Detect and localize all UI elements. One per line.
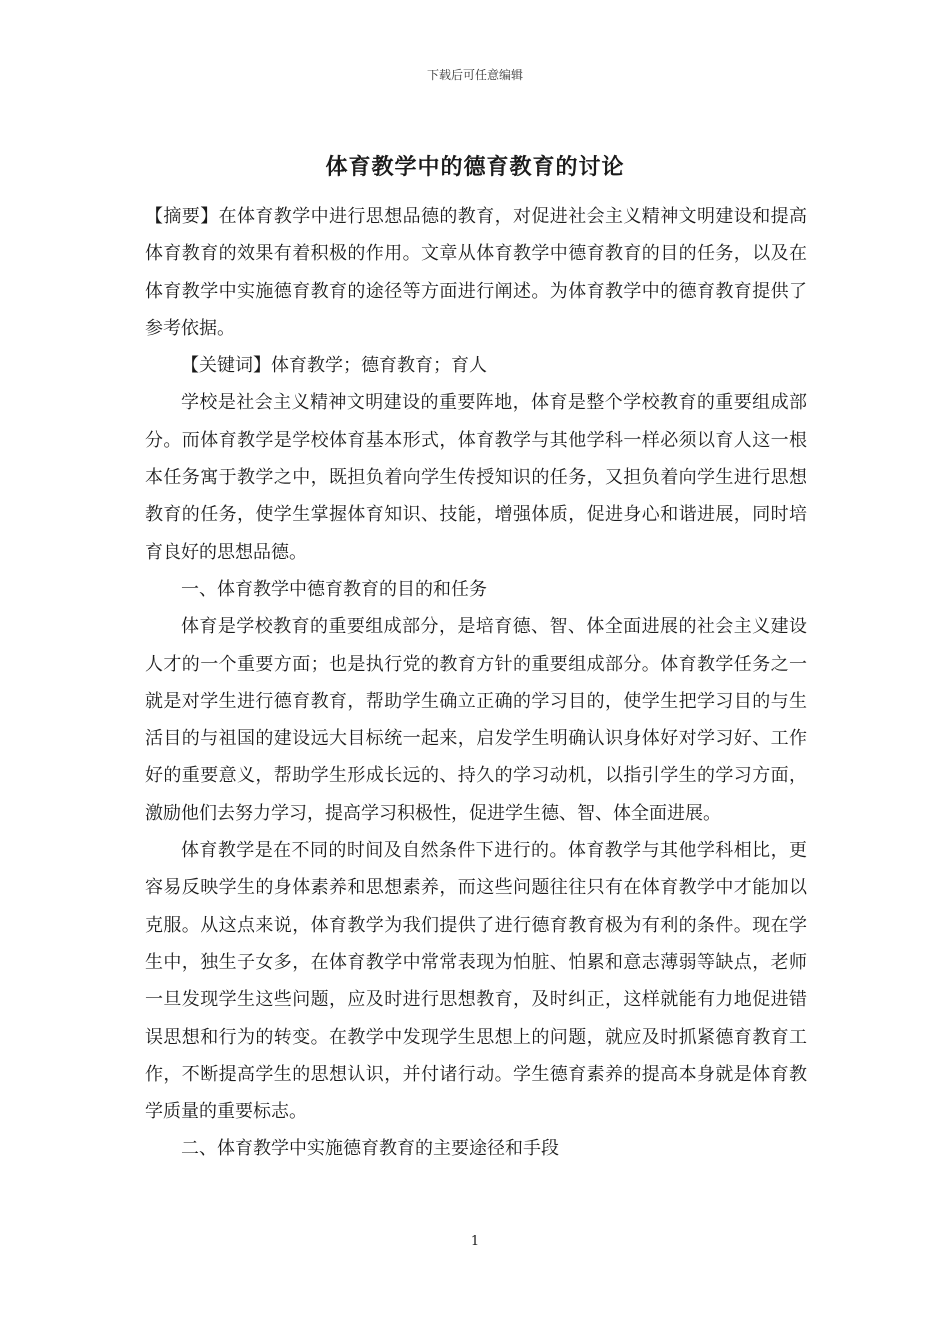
section-heading: 一、体育教学中德育教育的目的和任务 (181, 578, 487, 600)
header-note: 下载后可任意编辑 (426, 68, 523, 82)
body-paragraph: 学校是社会主义精神文明建设的重要阵地，体育是整个学校教育的重要组成部分。而体育教学是学校体育基本形式，体育教学与其他学科一样必须以育人这一根本任务寓于教学之中，既担负着向学生传授知识的任务，又担负着向学生进行思想教育的任务，使学生掌握体育知识、技能，增强体质，促进身心和谐进展，同时培育良好的思想品德。 (145, 392, 807, 563)
body-paragraph: 体育是学校教育的重要组成部分，是培育德、智、体全面进展的社会主义建设人才的一个重要方面；也是执行党的教育方针的重要组成部分。体育教学任务之一就是对学生进行德育教育，帮助学生确立正确的学习目的，使学生把学习目的与生活目的与祖国的建设远大目标统一起来，启发学生明确认识身体好对学习好、工作好的重要意义，帮助学生形成长远的、持久的学习动机，以指引学生的学习方面，激励他们去努力学习，提高学习积极性，促进学生德、智、体全面进展。 (145, 616, 807, 824)
section-heading: 二、体育教学中实施德育教育的主要途径和手段 (181, 1138, 559, 1160)
keywords-paragraph: 【关键词】体育教学；德育教育；育人 (181, 355, 487, 377)
document-body (145, 198, 807, 1168)
document-title: 体育教学中的德育教育的讨论 (325, 154, 625, 180)
abstract-paragraph: 【摘要】在体育教学中进行思想品德的教育，对促进社会主义精神文明建设和提高体育教育的效果有着积极的作用。文章从体育教学中德育教育的目的任务，以及在体育教学中实施德育教育的途径等方面进行阐述。为体育教学中的德育教育提供了参考依据。 (145, 206, 807, 339)
page-number: 1 (470, 1234, 480, 1249)
body-paragraph: 体育教学是在不同的时间及自然条件下进行的。体育教学与其他学科相比，更容易反映学生的身体素养和思想素养，而这些问题往往只有在体育教学中才能加以克服。从这点来说，体育教学为我们提供了进行德育教育极为有利的条件。现在学生中，独生子女多，在体育教学中常常表现为怕脏、怕累和意志薄弱等缺点，老师一旦发现学生这些问题，应及时进行思想教育，及时纠正，这样就能有力地促进错误思想和行为的转变。在教学中发现学生思想上的问题，就应及时抓紧德育教育工作，不断提高学生的思想认识，并付诸行动。学生德育素养的提高本身就是体育教学质量的重要标志。 (145, 840, 807, 1123)
